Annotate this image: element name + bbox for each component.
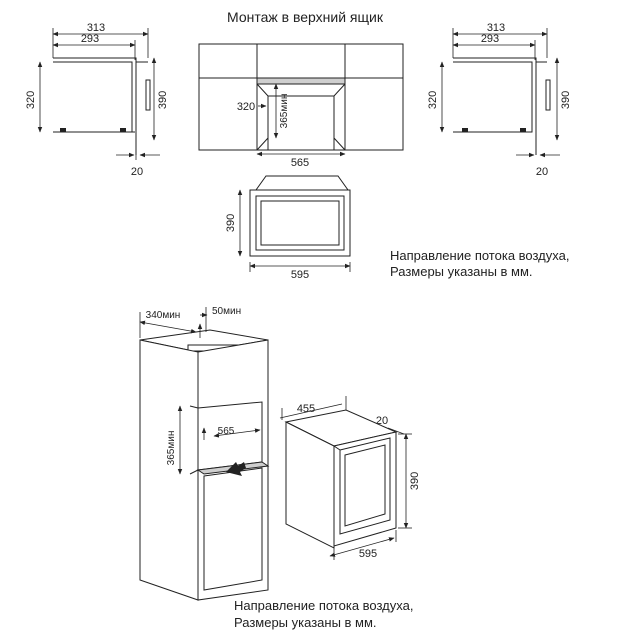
dim-oven-20: 20 <box>375 415 389 427</box>
dim-left-293: 293 <box>80 33 100 45</box>
dim-right-293: 293 <box>480 33 500 45</box>
diagram-title: Монтаж в верхний ящик <box>227 9 383 25</box>
dim-left-390: 390 <box>157 90 169 110</box>
oven-iso <box>280 396 421 560</box>
note-top-line2: Размеры указаны в мм. <box>390 264 533 279</box>
dim-cab-565: 565 <box>217 426 235 437</box>
note-bottom-line1: Направление потока воздуха, <box>234 598 414 613</box>
note-bottom-line2: Размеры указаны в мм. <box>234 615 377 630</box>
note-top-line1: Направление потока воздуха, <box>390 248 570 263</box>
dim-right-320: 320 <box>427 90 439 110</box>
dim-oven-595: 595 <box>358 548 378 560</box>
dim-right-390: 390 <box>560 90 572 110</box>
dim-right-313: 313 <box>486 22 506 34</box>
dim-right-20: 20 <box>535 166 549 178</box>
front-cabinet-view <box>199 44 403 169</box>
dim-unit-595: 595 <box>290 269 310 281</box>
front-unit-view <box>225 176 350 281</box>
dim-front-320: 320 <box>236 101 256 113</box>
dim-cab-340min: 340мин <box>145 310 181 321</box>
dim-left-20: 20 <box>130 166 144 178</box>
side-view-right <box>427 22 572 178</box>
dim-left-313: 313 <box>86 22 106 34</box>
dim-oven-455: 455 <box>296 403 316 415</box>
dim-cab-365min: 365мин <box>166 430 177 466</box>
dim-unit-390: 390 <box>225 213 237 233</box>
tall-cabinet-iso <box>140 306 268 600</box>
dim-front-565: 565 <box>290 157 310 169</box>
side-view-left <box>25 22 169 178</box>
dim-cab-50min: 50мин <box>212 306 242 317</box>
dim-oven-390: 390 <box>409 471 421 491</box>
dim-front-365min: 365мин <box>279 93 290 129</box>
dim-left-320: 320 <box>25 90 37 110</box>
